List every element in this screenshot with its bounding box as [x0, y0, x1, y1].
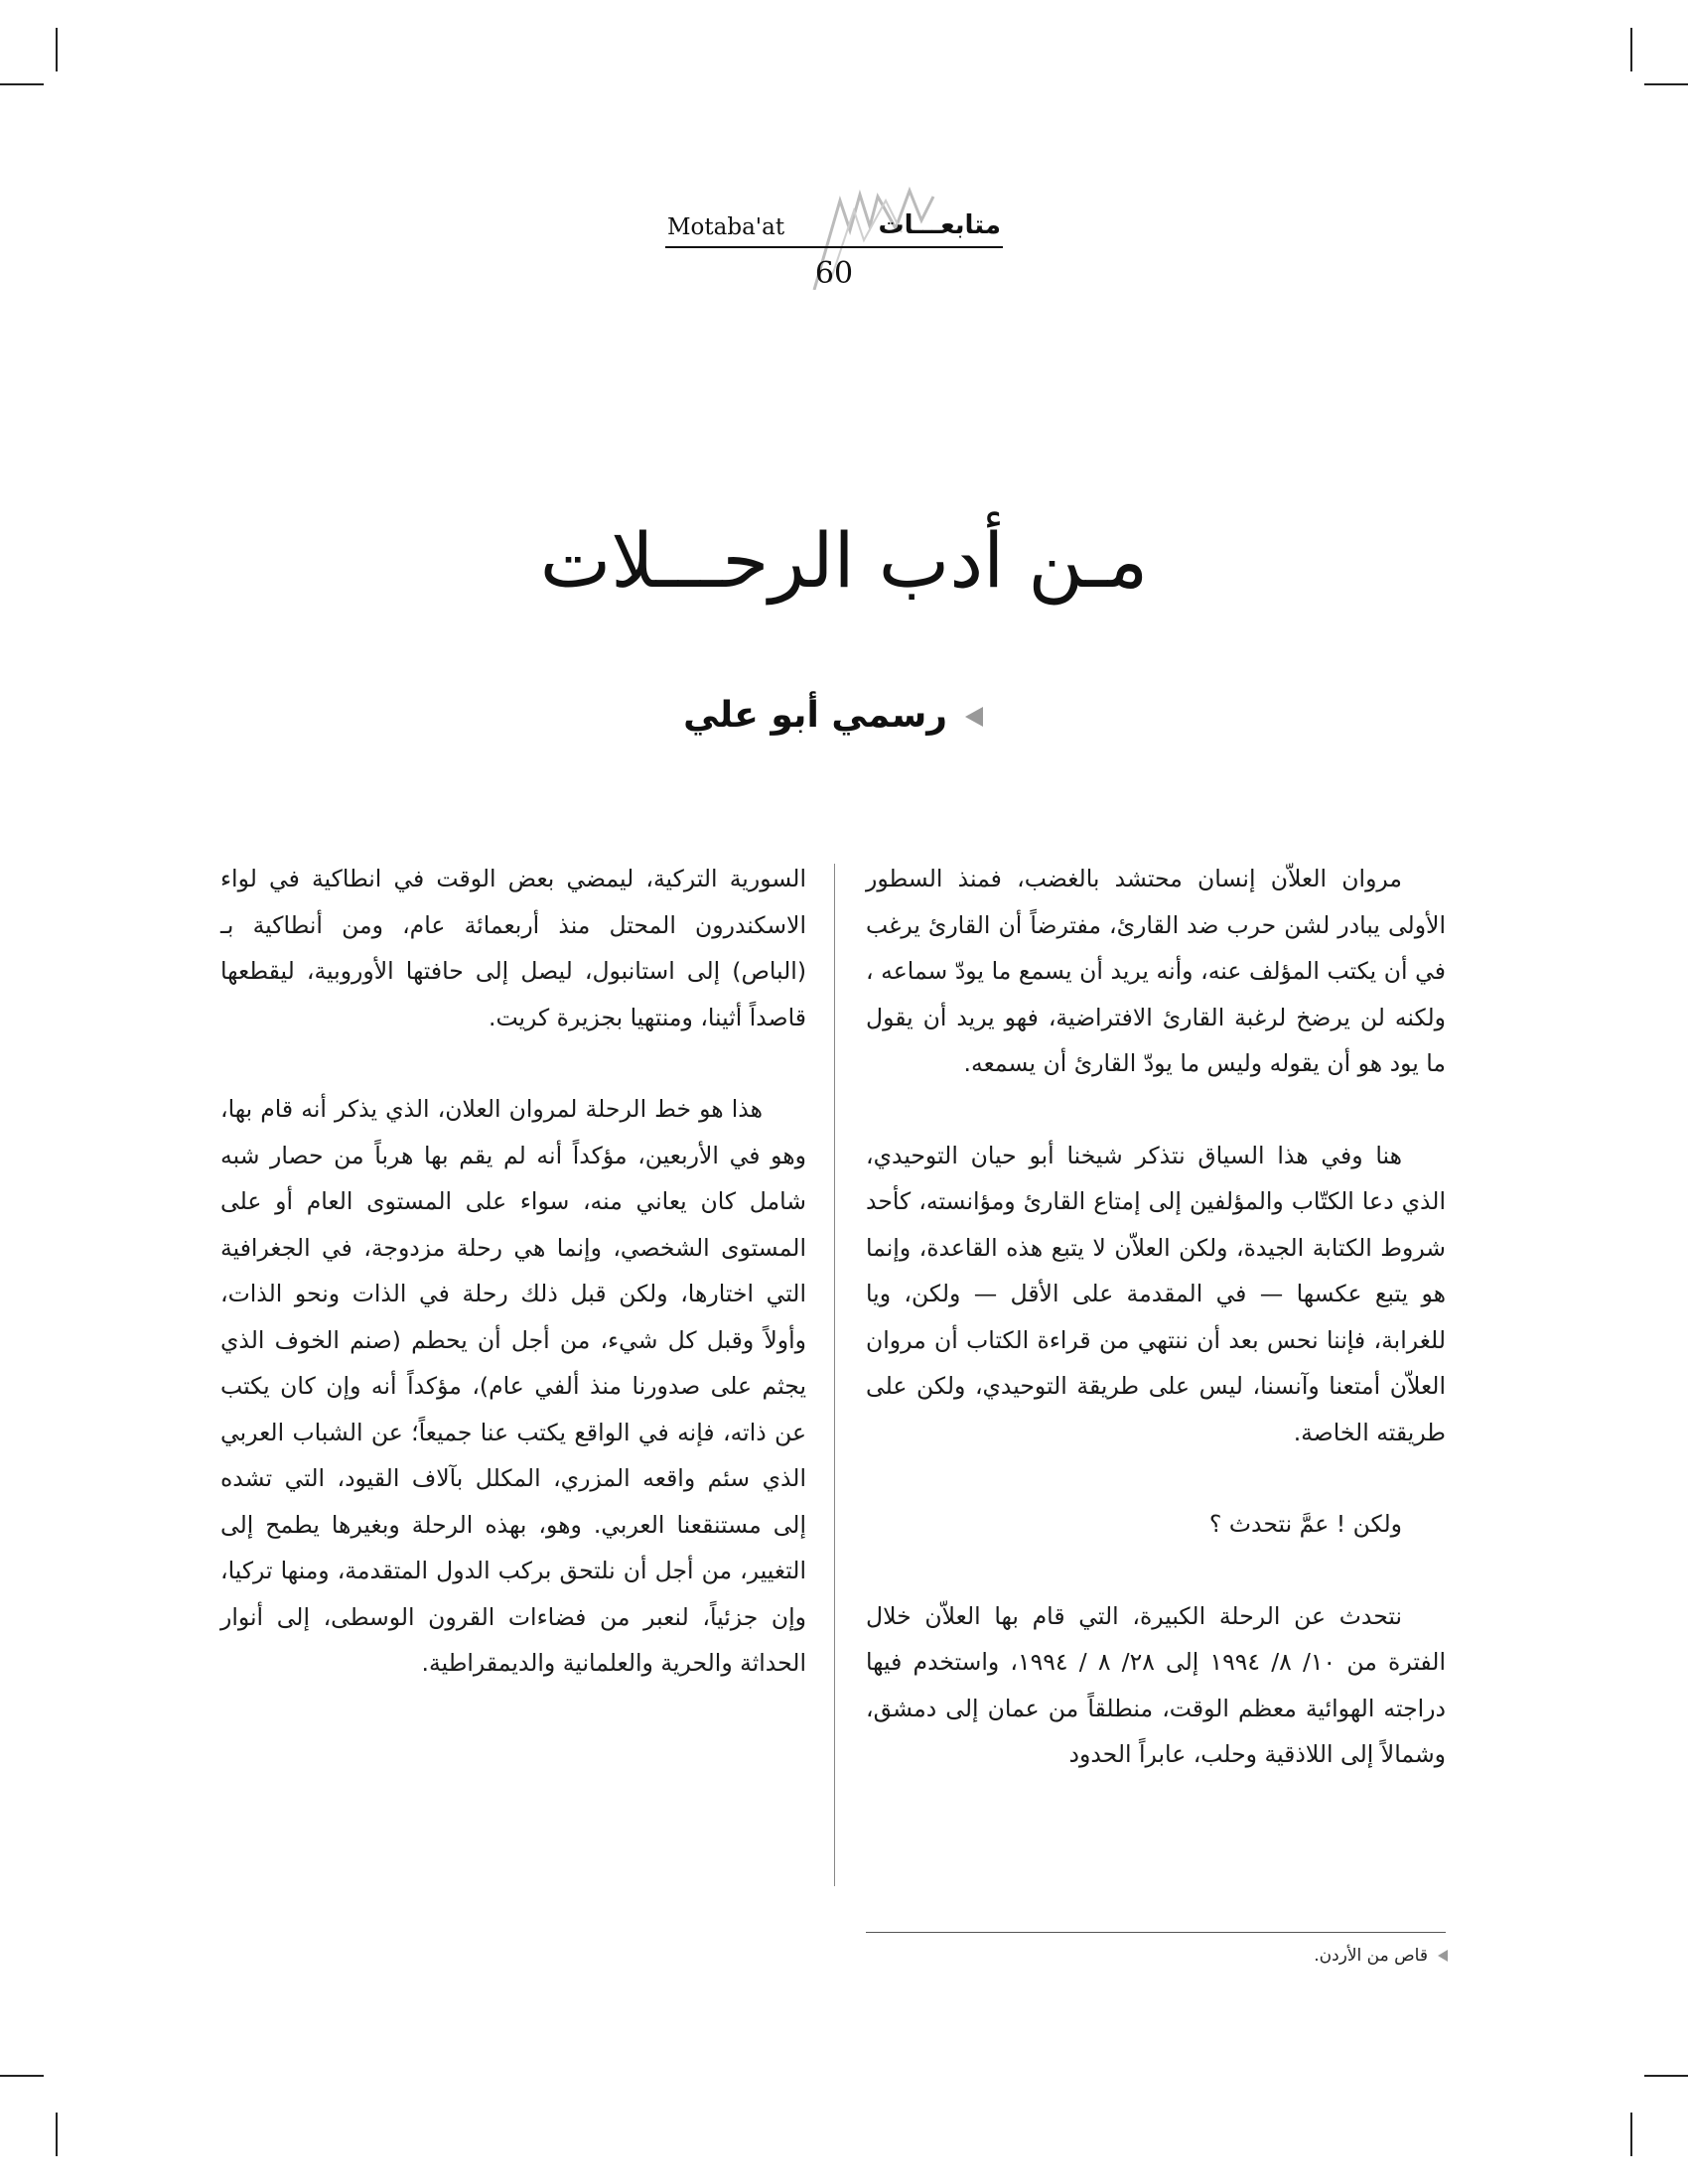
header-arabic-title: متابعـــات: [878, 210, 1001, 240]
page-number: 60: [814, 256, 854, 291]
footnote: [1314, 1946, 1448, 1966]
author-byline: [683, 695, 983, 736]
paragraph: هنا وفي هذا السياق نتذكر شيخنا أبو حيان التوحيدي، الذي دعا الكتّاب والمؤلفين إلى إمتاع القارئ ومؤانسته، كأحد شروط الكتابة الجيدة، ولكن العلاّن لا يتبع هذه القاعدة، وإنما هو يتبع عكسها — في المقدمة على الأقل — ولكن، ويا للغرابة، فإننا نحس بعد أن ننتهي من قراءة الكتاب أن مروان العلاّن أمتعنا وآنسنا، ليس على طريقة التوحيدي، ولكن على طريقته الخاصة.: [866, 1141, 1446, 1446]
crop-mark: [56, 28, 58, 71]
paragraph: مروان العلاّن إنسان محتشد بالغضب، فمنذ السطور الأولى يبادر لشن حرب ضد القارئ، مفترضاً أن القارئ يرغب في أن يكتب المؤلف عنه، وأنه يريد أن يسمع ما يودّ سماعه ، ولكنه لن يرضخ لرغبة القارئ الافتراضية، فهو يريد أن يقول ما يود هو أن يقوله وليس ما يودّ القارئ أن يسمعه.: [866, 865, 1446, 1077]
author-name: رسمي أبو علي: [683, 695, 947, 736]
crop-mark: [1644, 83, 1688, 85]
header-rule: [665, 246, 1003, 248]
footnote-rule: [866, 1932, 1446, 1933]
header-latin-title: Motaba'at: [667, 214, 785, 240]
paragraph: السورية التركية، ليمضي بعض الوقت في انطاكية في لواء الاسكندرون المحتل منذ أربعمائة عام، ومن أنطاكية بـ (الباص) إلى استانبول، ليصل إلى حافتها الأوروبية، ليقطعها قاصداً أثينا، ومنتهيا بجزيرة كريت.: [220, 865, 806, 1031]
crop-mark: [1644, 2075, 1688, 2077]
crop-mark: [0, 2075, 44, 2077]
paragraph: هذا هو خط الرحلة لمروان العلان، الذي يذكر أنه قام بها، وهو في الأربعين، مؤكداً أنه لم يقم بها هرباً من حصار شبه شامل كان يعاني منه، سواء على المستوى العام أو على المستوى الشخصي، وإنما هي رحلة مزدوجة، في الجغرافية التي اختارها، ولكن قبل ذلك رحلة في الذات ونحو الذات، وأولاً وقبل كل شيء، من أجل أن يحطم (صنم الخوف الذي يجثم على صدورنا منذ ألفي عام)، مؤكداً أنه وإن كان يكتب عن ذاته، فإنه في الواقع يكتب عنا جميعاً؛ عن الشباب العربي الذي سئم واقعه المزري، المكلل بآلاف القيود، التي تشده إلى مستنقعنا العربي. وهو، بهذه الرحلة وبغيرها يطمح إلى التغيير، من أجل أن نلتحق بركب الدول المتقدمة، ومنها تركيا، وإن جزئياً، لنعبر من فضاءات القرون الوسطى، إلى أنوار الحداثة والحرية والعلمانية والديمقراطية.: [220, 1095, 806, 1677]
triangle-bullet-icon: [965, 707, 983, 727]
paragraph: ولكن ! عمَّ نتحدث ؟: [1208, 1510, 1402, 1538]
crop-mark: [0, 83, 44, 85]
text-column-right: [866, 856, 1446, 1778]
triangle-bullet-icon: [1438, 1950, 1448, 1962]
paragraph: نتحدث عن الرحلة الكبيرة، التي قام بها العلاّن خلال الفترة من ١٠/ ٨/ ١٩٩٤ إلى ٢٨/ ٨ / ١٩٩٤، واستخدم فيها دراجته الهوائية معظم الوقت، منطلقاً من عمان إلى دمشق، وشمالاً إلى اللاذقية وحلب، عابراً الحدود: [866, 1601, 1447, 1768]
column-divider: [834, 864, 835, 1886]
text-column-left: [220, 856, 806, 1687]
crop-mark: [1630, 28, 1632, 71]
crop-mark: [56, 2113, 58, 2156]
crop-mark: [1630, 2113, 1632, 2156]
footnote-text: قاص من الأردن.: [1314, 1946, 1428, 1966]
article-title: مـن أدب الرحـــلات: [539, 516, 1149, 605]
running-header: [665, 171, 1003, 300]
